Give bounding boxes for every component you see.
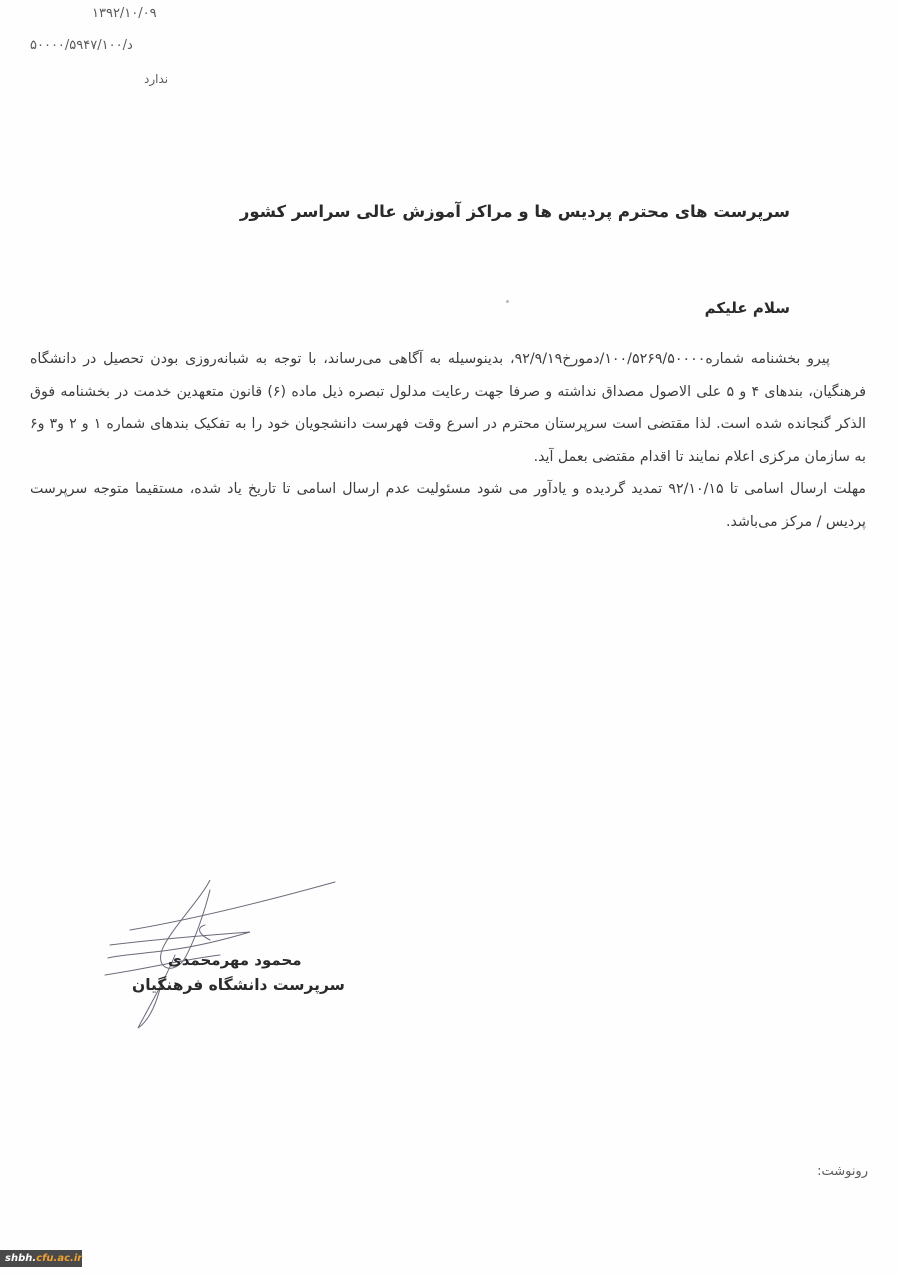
letter-attachment: ندارد [144,72,169,86]
scan-speck [506,300,509,303]
body-paragraph-2: مهلت ارسال اسامی تا ۹۲/۱۰/۱۵ تمدید گردیده و یادآور می شود مسئولیت عدم ارسال اسامی تا تاریخ یاد شده، مستقیما متوجه سرپرست پردیس / مرکز می‌باشد. [30,481,866,530]
watermark-prefix: shbh. [5,1253,37,1264]
signatory-name: محمود مهرمحمدی [168,951,302,969]
signatory-title: سرپرست دانشگاه فرهنگیان [132,976,345,994]
recipient-heading: سرپرست های محترم پردیس ها و مراکز آموزش عالی سراسر کشور [239,202,790,221]
letter-number: د/۵۰۰۰۰/۵۹۴۷/۱۰۰ [30,38,133,53]
watermark-domain: cfu.ac.ir [36,1253,83,1264]
letter-body [30,343,866,538]
body-paragraph-1: پیرو بخشنامه شماره۱۰۰/۵۲۶۹/۵۰۰۰۰/دمورخ۹۲/۹/۱۹، بدینوسیله به آگاهی می‌رساند، با توجه به شبانه‌روزی بودن تحصیل در دانشگاه فرهنگیان، بندهای ۴ و ۵ علی الاصول مصداق نداشته و صرفا جهت رعایت مدلول تبصره ذیل ماده (۶) قانون متعهدین خدمت در بخشنامه فوق الذکر گنجانده شده است. لذا مقتضی است سرپرستان محترم در اسرع وقت فهرست دانشجویان خود را به تفکیک بندهای شماره ۱ و ۲ و۳ و۶ به سازمان مرکزی اعلام نمایند تا اقدام مقتضی بعمل آید. [30,351,867,465]
greeting: سلام علیکم [704,299,790,317]
cc-label: رونوشت: [817,1164,868,1179]
letter-date: ۱۳۹۲/۱۰/۰۹ [92,6,157,21]
site-watermark[interactable] [0,1250,82,1267]
